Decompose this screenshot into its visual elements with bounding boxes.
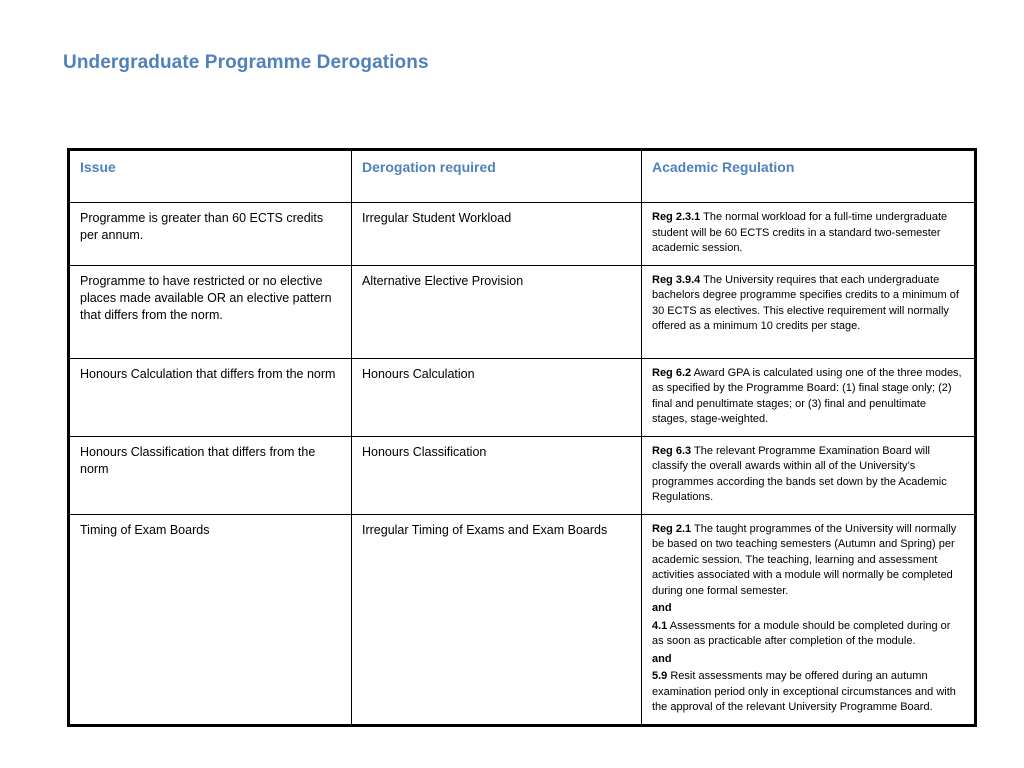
derogation-cell: Honours Classification <box>352 436 642 514</box>
regulation-cell <box>642 265 976 358</box>
regulation-paragraph <box>652 619 964 650</box>
regulation-connector: and <box>652 602 672 614</box>
derogation-cell: Irregular Student Workload <box>352 203 642 266</box>
table-row <box>69 514 976 725</box>
issue-cell: Programme is greater than 60 ECTS credits per annum. <box>69 203 352 266</box>
issue-cell: Honours Calculation that differs from the norm <box>69 358 352 436</box>
regulation-cell <box>642 514 976 725</box>
regulation-paragraph <box>652 522 964 600</box>
regulation-paragraph <box>652 669 964 716</box>
issue-cell: Honours Classification that differs from the norm <box>69 436 352 514</box>
regulation-ref: Reg 3.9.4 <box>652 273 701 286</box>
issue-cell: Timing of Exam Boards <box>69 514 352 725</box>
regulation-ref: Reg 2.3.1 <box>652 211 701 223</box>
regulation-cell <box>642 436 976 514</box>
regulation-text: The University requires that each undergraduate bachelors degree programme specifies credits to a minimum of 30 ECTS as electives. This elective requirement will normally offered as a minimum 10 credits per stage. <box>652 273 959 332</box>
derogation-cell: Honours Calculation <box>352 358 642 436</box>
header-regulation: Academic Regulation <box>642 150 976 203</box>
regulation-ref: Reg 2.1 <box>652 522 692 535</box>
regulation-text: Award GPA is calculated using one of the three modes, as specified by the Programme Board: (1) final stage only; (2) final and penultimate stages; or (3) final and penultimate stages, stage-weighted. <box>652 366 962 425</box>
derogations-table <box>67 148 977 727</box>
table-row <box>69 265 976 358</box>
header-issue: Issue <box>69 150 352 203</box>
header-derogation: Derogation required <box>352 150 642 203</box>
table-row <box>69 436 976 514</box>
issue-cell: Programme to have restricted or no elective places made available OR an elective pattern that differs from the norm. <box>69 265 352 358</box>
table-row <box>69 358 976 436</box>
regulation-ref: 5.9 <box>652 670 668 682</box>
table-header-row <box>69 150 976 203</box>
derogation-cell: Alternative Elective Provision <box>352 265 642 358</box>
regulation-ref: Reg 6.2 <box>652 366 692 379</box>
regulation-cell <box>642 203 976 266</box>
regulation-connector: and <box>652 652 672 665</box>
regulation-ref: 4.1 <box>652 619 668 632</box>
regulation-paragraph <box>652 444 964 506</box>
regulation-paragraph <box>652 366 964 428</box>
regulation-text: Resit assessments may be offered during an autumn examination period only in exceptional circumstances and with the approval of the relevant University Programme Board. <box>652 670 956 713</box>
table-row <box>69 203 976 266</box>
derogation-cell: Irregular Timing of Exams and Exam Boards <box>352 514 642 725</box>
regulation-text: Assessments for a module should be completed during or as soon as practicable after completion of the module. <box>652 619 951 647</box>
regulation-text: The normal workload for a full-time undergraduate student will be 60 ECTS credits in a standard two-semester academic session. <box>652 211 948 254</box>
regulation-paragraph <box>652 273 964 335</box>
page-title: Undergraduate Programme Derogations <box>63 52 429 73</box>
regulation-paragraph <box>652 210 964 257</box>
regulation-text: The taught programmes of the University will normally be based on two teaching semesters (Autumn and Spring) per academic session. The teaching, learning and assessment activities associated with a module will normally be completed during one formal semester. <box>652 522 957 597</box>
regulation-text: The relevant Programme Examination Board will classify the overall awards within all of the University’s programmes according the bands set down by the Academic Regulations. <box>652 444 947 503</box>
regulation-ref: Reg 6.3 <box>652 444 692 457</box>
regulation-cell <box>642 358 976 436</box>
